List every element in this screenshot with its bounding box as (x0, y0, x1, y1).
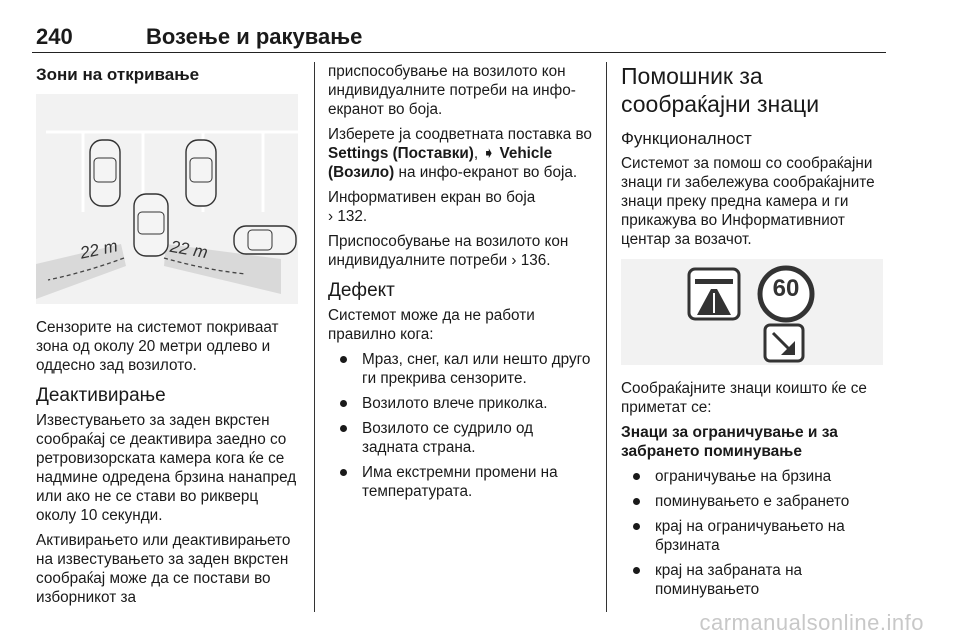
right-column (621, 62, 889, 605)
distance-label-left: 22 m (78, 236, 120, 263)
settings-menu-label: Settings (Поставки) (328, 145, 474, 162)
traffic-signs-figure (621, 259, 883, 365)
list-item: Возилото се судрило од задната страна. (328, 419, 592, 457)
settings-separator: , (473, 145, 483, 162)
parking-diagram-icon (36, 94, 298, 304)
speed-limit-value: 60 (772, 275, 800, 302)
list-item: Мраз, снег, кал или нешто друго ги прекрива сензорите. (328, 350, 592, 388)
middle-column (328, 62, 592, 507)
personalisation-paragraph: приспособување на возилото кон индивидуалните потреби на инфо-екранот во боја. (328, 63, 576, 118)
restriction-signs-title: Знаци за ограничување и за забрането поминување (621, 424, 838, 460)
page-number: 240 (36, 24, 73, 49)
activation-paragraph: Активирањето или деактивирањето на известувањето за заден вкрстен сообраќај може да се постави во изборникот за (36, 532, 291, 606)
fault-list (328, 350, 592, 501)
list-item: ограничување на брзина (621, 467, 889, 486)
watermark-text: carmanualsonline.info (699, 610, 924, 635)
list-item: Има екстремни промени на температурата. (328, 463, 592, 501)
personalisation-ref-text: Приспособување на возилото кон индивидуалните потреби (328, 233, 569, 269)
fault-title: Дефект (328, 280, 395, 301)
deactivation-title: Деактивирање (36, 385, 166, 406)
detection-zone-figure (36, 94, 298, 304)
vehicle-menu-label: Vehicle (Возило) (328, 145, 553, 181)
list-item: Возилото влече приколка. (328, 394, 592, 413)
restriction-signs-list (621, 467, 889, 599)
settings-text-a: Изберете ја соодветната поставка во (328, 126, 592, 143)
detection-zone-paragraph: Сензорите на системот покриваат зона од околу 20 метри одлево и оддесно зад возилото. (36, 319, 279, 374)
column-divider-1 (314, 62, 315, 612)
personalisation-reference (328, 232, 592, 270)
list-item: крај на забраната на поминувањето (621, 561, 889, 599)
signs-intro-paragraph: Сообраќајните знаци коишто ќе се приметат се: (621, 380, 867, 416)
arrow-right-icon: ➧ (482, 145, 496, 162)
left-column (36, 62, 302, 613)
column-divider-2 (606, 62, 607, 612)
functionality-title: Функционалност (621, 129, 752, 148)
list-item: крај на ограничувањето на брзината (621, 517, 889, 555)
traffic-sign-assistant-title: Помошник за сообраќајни знаци (621, 63, 820, 117)
settings-paragraph (328, 125, 592, 182)
info-display-text: Информативен екран во боја (328, 189, 536, 206)
info-display-reference (328, 188, 592, 226)
fault-intro: Системот може да не работи правилно кога: (328, 307, 535, 343)
settings-text-b: на инфо-екранот во боја. (394, 164, 578, 181)
arrow-down-right-sign-icon (763, 323, 805, 363)
functionality-paragraph: Системот за помош со сообраќајни знаци ги забележува сообраќајните знаци преку предна камера и ги прикажува во Информативниот центар за возачот. (621, 155, 875, 248)
distance-label-right: 22 m (168, 236, 210, 263)
page-reference-136: › 136. (511, 252, 551, 269)
list-item: поминувањето е забрането (621, 492, 889, 511)
chapter-title: Возење и ракување (146, 24, 363, 49)
page-header (32, 24, 886, 53)
motorway-sign-icon (687, 267, 741, 321)
page-reference-132: › 132. (328, 208, 368, 225)
section-title-detection-zones: Зони на откривање (36, 65, 200, 84)
deactivation-paragraph: Известувањето за заден вкрстен сообраќај се деактивира заедно со ретровизорската камера кога ќе се надмине одредена брзина нанапред или ако не се стави во рикверц околу 10 секунди. (36, 412, 297, 524)
